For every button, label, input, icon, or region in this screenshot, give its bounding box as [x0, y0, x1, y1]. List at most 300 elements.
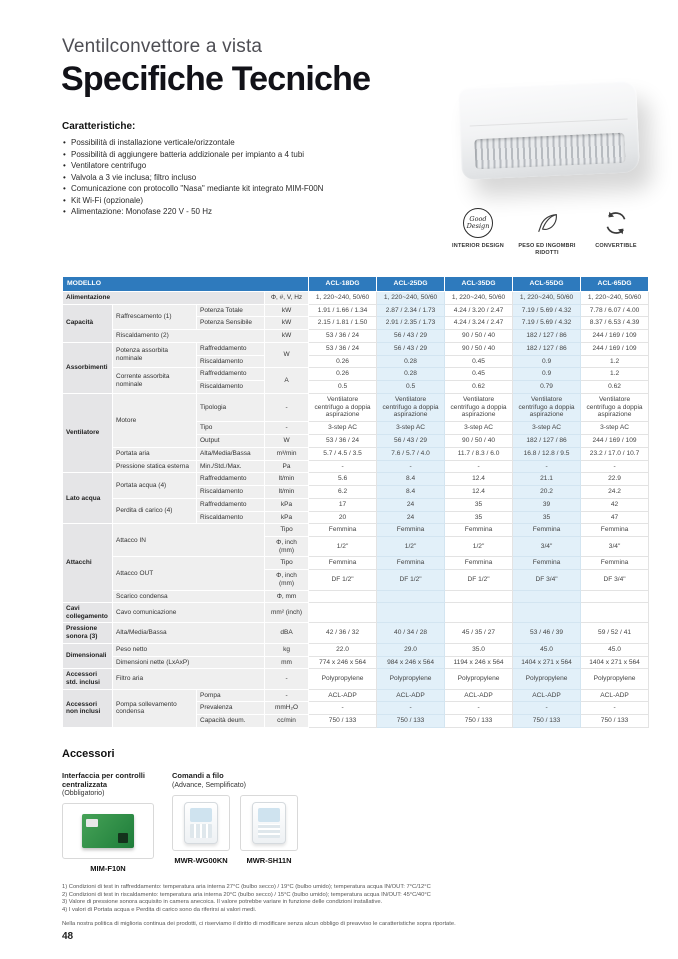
row-group-label: Cavi collegamento	[63, 603, 113, 623]
spec-value: 182 / 127 / 86	[513, 342, 581, 355]
spec-row	[63, 304, 649, 317]
spec-value: 1/2"	[309, 537, 377, 557]
row-sub-label: Riscaldamento (2)	[113, 330, 265, 343]
spec-value: 7.78 / 6.07 / 4.00	[581, 304, 649, 317]
row-sub-label: Attacco OUT	[113, 557, 265, 590]
model-name: ACL-55DG	[513, 277, 581, 292]
spec-value: Ventilatore centrifugo a doppia aspirazione	[309, 393, 377, 421]
row-sub-label: Peso netto	[113, 643, 265, 656]
row-item-label: Tipo	[197, 422, 265, 435]
footnote: 3) Valore di pressione sonora acquisito in camera anecoica. Il valore potrebbe variare in funzione delle condizioni installative.	[62, 899, 383, 905]
spec-value: 0.28	[377, 368, 445, 381]
spec-value: 984 x 246 x 564	[377, 656, 445, 669]
spec-value: Femmina	[445, 524, 513, 537]
remote-screen	[190, 808, 212, 822]
badge-label: INTERIOR DESIGN	[452, 243, 504, 249]
spec-value: DF 3/4"	[581, 570, 649, 590]
row-sub-label: Attacco IN	[113, 524, 265, 557]
spec-value: 1194 x 246 x 564	[445, 656, 513, 669]
row-group-label: Attacchi	[63, 524, 113, 603]
row-unit: -	[265, 422, 309, 435]
spec-value: 2.91 / 2.35 / 1.73	[377, 317, 445, 330]
spec-value: ACL-ADP	[445, 689, 513, 702]
spec-value: 1, 220~240, 50/60	[377, 291, 445, 304]
row-group-label: Capacità	[63, 304, 113, 342]
spec-value: -	[445, 702, 513, 715]
spec-value: Polypropylene	[513, 669, 581, 689]
spec-value: -	[581, 702, 649, 715]
feature-item: • Comunicazione con protocollo "Nasa" mediante kit integrato MIM-F00N	[62, 183, 447, 195]
spec-value: DF 1/2"	[445, 570, 513, 590]
badge-convertible	[584, 206, 648, 257]
spec-value: 1, 220~240, 50/60	[309, 291, 377, 304]
row-unit: mm² (inch)	[265, 603, 309, 623]
row-item-label: Raffreddamento	[197, 342, 265, 355]
spec-value: 5.7 / 4.5 / 3.5	[309, 447, 377, 460]
spec-value: 1.2	[581, 355, 649, 368]
spec-value: 56 / 43 / 29	[377, 342, 445, 355]
spec-row	[63, 557, 649, 570]
spec-value: 0.26	[309, 368, 377, 381]
row-sub-label: Dimensioni nette (LxAxP)	[113, 656, 265, 669]
row-unit: m³/min	[265, 447, 309, 460]
row-item-label: Output	[197, 435, 265, 448]
row-unit: kW	[265, 304, 309, 317]
row-group-label: Pressione sonora (3)	[63, 623, 113, 643]
spec-value: 2.87 / 2.34 / 1.73	[377, 304, 445, 317]
spec-value: 244 / 169 / 109	[581, 342, 649, 355]
feature-item: • Possibilità di aggiungere batteria addizionale per impianto a 4 tubi	[62, 149, 447, 161]
row-item-label: Riscaldamento	[197, 355, 265, 368]
spec-value: 5.6	[309, 473, 377, 486]
row-sub-label: Portata aria	[113, 447, 197, 460]
footnote: 4) I valori di Portata acqua e Perdita di carico sono da riferirsi ai valori medi.	[62, 906, 257, 913]
feature-item: • Kit Wi-Fi (opzionale)	[62, 195, 447, 207]
spec-value: ACL-ADP	[309, 689, 377, 702]
accessories-section	[62, 748, 362, 873]
row-item-label: Capacità deum.	[197, 715, 265, 728]
accessory-subtitle: (Obbligatorio)	[62, 790, 105, 797]
row-item-label: Raffreddamento	[197, 368, 265, 381]
spec-value: 0.45	[445, 355, 513, 368]
spec-value	[377, 603, 445, 623]
spec-value: 21.1	[513, 473, 581, 486]
spec-value: 7.19 / 5.69 / 4.32	[513, 304, 581, 317]
row-item-label: Raffreddamento	[197, 498, 265, 511]
spec-value: 0.9	[513, 355, 581, 368]
row-group-label: Alimentazione	[63, 291, 265, 304]
spec-value: 1, 220~240, 50/60	[445, 291, 513, 304]
row-group-label: Dimensionali	[63, 643, 113, 669]
spec-value: 244 / 169 / 109	[581, 330, 649, 343]
spec-value: 3-step AC	[513, 422, 581, 435]
accessory-image-frame	[240, 795, 298, 851]
features-list	[62, 137, 447, 218]
row-unit: Φ, mm	[265, 590, 309, 603]
row-sub-label: Motore	[113, 393, 197, 447]
row-group-label: Accessori std. inclusi	[63, 669, 113, 689]
spec-value: 750 / 133	[581, 715, 649, 728]
row-item-label: Riscaldamento	[197, 511, 265, 524]
spec-value	[581, 590, 649, 603]
feature-item: • Alimentazione: Monofase 220 V - 50 Hz	[62, 206, 447, 218]
accessory-title: Interfaccia per controlli centralizzata	[62, 771, 145, 789]
spec-value	[513, 603, 581, 623]
spec-row	[63, 623, 649, 643]
row-group-label: Lato acqua	[63, 473, 113, 524]
spec-table	[62, 276, 649, 728]
spec-value: 750 / 133	[377, 715, 445, 728]
accessory-image-frame	[62, 803, 154, 859]
badge-peso-ridotto	[515, 206, 579, 257]
row-unit: kW	[265, 317, 309, 330]
badge-interior-design	[446, 206, 510, 257]
row-unit: mm	[265, 656, 309, 669]
spec-value: 53 / 36 / 24	[309, 330, 377, 343]
footnote: 1) Condizioni di test in raffreddamento: temperatura aria interna 27°C (bulbo secco) / 19°C (bulbo umido); temperatura acqua IN/OUT: 7°C/12°C	[62, 884, 431, 890]
features-section	[62, 121, 447, 218]
spec-value: 3-step AC	[445, 422, 513, 435]
spec-value: Ventilatore centrifugo a doppia aspirazione	[377, 393, 445, 421]
spec-value	[309, 590, 377, 603]
modello-header: MODELLO	[63, 277, 309, 292]
row-unit: lt/min	[265, 486, 309, 499]
spec-row	[63, 447, 649, 460]
spec-value: 12.4	[445, 486, 513, 499]
spec-value: 7.19 / 5.69 / 4.32	[513, 317, 581, 330]
spec-value: 56 / 43 / 29	[377, 330, 445, 343]
row-unit: Pa	[265, 460, 309, 473]
spec-value	[309, 603, 377, 623]
spec-value: 0.45	[445, 368, 513, 381]
row-item-label: Riscaldamento	[197, 381, 265, 394]
spec-row	[63, 460, 649, 473]
accessory-subtitle: (Advance, Semplificato)	[172, 781, 246, 789]
row-sub-label: Perdita di carico (4)	[113, 498, 197, 524]
spec-row	[63, 291, 649, 304]
spec-value: 35	[445, 511, 513, 524]
spec-value: ACL-ADP	[581, 689, 649, 702]
spec-row	[63, 393, 649, 421]
spec-value: 774 x 246 x 564	[309, 656, 377, 669]
spec-value: 2.15 / 1.81 / 1.50	[309, 317, 377, 330]
spec-value: 750 / 133	[513, 715, 581, 728]
model-name: ACL-65DG	[581, 277, 649, 292]
badge-label: PESO ED INGOMBRI RIDOTTI	[518, 243, 576, 256]
features-heading: Caratteristiche:	[62, 121, 136, 132]
accessory-card-wired-remotes	[172, 772, 300, 865]
spec-value: 29.0	[377, 643, 445, 656]
row-item-label: Pompa	[197, 689, 265, 702]
spec-value: Polypropylene	[309, 669, 377, 689]
spec-value: 53 / 46 / 39	[513, 623, 581, 643]
model-name: ACL-25DG	[377, 277, 445, 292]
spec-value: -	[377, 460, 445, 473]
row-unit: kPa	[265, 498, 309, 511]
row-unit: A	[265, 368, 309, 394]
spec-value: 53 / 36 / 24	[309, 435, 377, 448]
spec-value: 1/2"	[377, 537, 445, 557]
spec-value: 0.9	[513, 368, 581, 381]
spec-value: 35.0	[445, 643, 513, 656]
row-unit: Φ, #, V, Hz	[265, 291, 309, 304]
spec-value: 7.6 / 5.7 / 4.0	[377, 447, 445, 460]
spec-value: 40 / 34 / 28	[377, 623, 445, 643]
spec-value: 182 / 127 / 86	[513, 435, 581, 448]
row-sub-label: Portata acqua (4)	[113, 473, 197, 499]
remote-buttons	[190, 824, 212, 838]
spec-value: 3-step AC	[377, 422, 445, 435]
wired-remote-image	[252, 802, 286, 844]
spec-value: 8.4	[377, 486, 445, 499]
spec-row	[63, 473, 649, 486]
row-unit: W	[265, 435, 309, 448]
spec-value: 53 / 36 / 24	[309, 342, 377, 355]
spec-value: 0.5	[309, 381, 377, 394]
fan-coil-unit-image	[458, 80, 640, 180]
row-unit: W	[265, 342, 309, 368]
spec-row	[63, 603, 649, 623]
row-unit: Tipo	[265, 524, 309, 537]
spec-value: Femmina	[513, 524, 581, 537]
row-sub-label: Cavo comunicazione	[113, 603, 265, 623]
spec-table-section	[62, 276, 649, 728]
spec-value: 39	[513, 498, 581, 511]
spec-value: 4.24 / 3.24 / 2.47	[445, 317, 513, 330]
spec-row	[63, 643, 649, 656]
spec-value: 8.37 / 6.53 / 4.39	[581, 317, 649, 330]
spec-value: 12.4	[445, 473, 513, 486]
spec-value: 24	[377, 498, 445, 511]
product-image	[452, 76, 648, 198]
wired-remote-image	[184, 802, 218, 844]
spec-value: -	[445, 460, 513, 473]
row-item-label: Riscaldamento	[197, 486, 265, 499]
row-sub-label: Filtro aria	[113, 669, 265, 689]
page-kicker: Ventilconvettore a vista	[62, 36, 263, 57]
row-item-label: Potenza Totale	[197, 304, 265, 317]
row-unit: -	[265, 669, 309, 689]
row-item-label: Tipologia	[197, 393, 265, 421]
spec-value: 8.4	[377, 473, 445, 486]
spec-value: 45 / 35 / 27	[445, 623, 513, 643]
spec-value	[581, 603, 649, 623]
spec-value	[377, 590, 445, 603]
model-name: ACL-18DG	[309, 277, 377, 292]
spec-value: -	[581, 460, 649, 473]
spec-value: 11.7 / 8.3 / 6.0	[445, 447, 513, 460]
spec-value: 0.79	[513, 381, 581, 394]
feature-item: • Ventilatore centrifugo	[62, 160, 447, 172]
policy-note: Nella nostra politica di miglioria continua dei prodotti, ci riserviamo il diritto di modificare senza alcun obbligo di preavviso le caratteristiche sopra riportate.	[62, 921, 456, 927]
row-sub-label: Pompa sollevamento condensa	[113, 689, 197, 727]
convertible-arrows-icon	[584, 206, 648, 240]
spec-value: 3/4"	[581, 537, 649, 557]
spec-value: 750 / 133	[445, 715, 513, 728]
spec-value: Ventilatore centrifugo a doppia aspirazione	[445, 393, 513, 421]
row-unit: Φ, inch (mm)	[265, 537, 309, 557]
accessory-model-caption: MIM-F10N	[90, 864, 126, 873]
spec-value: DF 3/4"	[513, 570, 581, 590]
spec-value: 24.2	[581, 486, 649, 499]
row-item-label: Raffreddamento	[197, 473, 265, 486]
row-unit: -	[265, 393, 309, 421]
spec-value: Femmina	[377, 557, 445, 570]
row-sub-label: Pressione statica esterna	[113, 460, 197, 473]
spec-value: 56 / 43 / 29	[377, 435, 445, 448]
spec-value: -	[309, 460, 377, 473]
spec-value: 23.2 / 17.0 / 10.7	[581, 447, 649, 460]
row-sub-label: Alta/Media/Bassa	[113, 623, 265, 643]
accessory-model-caption: MWR-WG00KN	[174, 855, 228, 865]
spec-value: 45.0	[581, 643, 649, 656]
spec-value: 1/2"	[445, 537, 513, 557]
spec-value	[445, 603, 513, 623]
spec-value: Femmina	[581, 524, 649, 537]
spec-value: Polypropylene	[377, 669, 445, 689]
spec-value: 42 / 36 / 32	[309, 623, 377, 643]
spec-value: 59 / 52 / 41	[581, 623, 649, 643]
spec-value: 0.26	[309, 355, 377, 368]
row-unit: dBA	[265, 623, 309, 643]
spec-value: 1.2	[581, 368, 649, 381]
feature-item: • Valvola a 3 vie inclusa; filtro incluso	[62, 172, 447, 184]
remote-screen	[258, 808, 280, 822]
row-unit: kPa	[265, 511, 309, 524]
spec-value: 0.5	[377, 381, 445, 394]
spec-value: -	[309, 702, 377, 715]
accessory-model-caption: MWR-SH11N	[246, 855, 292, 865]
row-sub-label: Potenza assorbita nominale	[113, 342, 197, 368]
good-design-icon: Good Design	[446, 206, 510, 240]
row-unit: cc/min	[265, 715, 309, 728]
row-unit: -	[265, 689, 309, 702]
unit-grille	[474, 133, 625, 170]
spec-row	[63, 330, 649, 343]
mim-f10n-pcb-image	[82, 814, 134, 848]
spec-value: 0.28	[377, 355, 445, 368]
spec-value: 1404 x 271 x 564	[581, 656, 649, 669]
spec-value: 1, 220~240, 50/60	[581, 291, 649, 304]
spec-value: 90 / 50 / 40	[445, 330, 513, 343]
spec-value: 35	[513, 511, 581, 524]
spec-value: 42	[581, 498, 649, 511]
spec-value: 20	[309, 511, 377, 524]
row-unit: kg	[265, 643, 309, 656]
row-sub-label: Scarico condensa	[113, 590, 265, 603]
spec-value: Polypropylene	[445, 669, 513, 689]
spec-row	[63, 689, 649, 702]
spec-value: Ventilatore centrifugo a doppia aspirazione	[513, 393, 581, 421]
spec-value: 182 / 127 / 86	[513, 330, 581, 343]
spec-value: 3/4"	[513, 537, 581, 557]
page-number: 48	[62, 931, 74, 942]
row-unit: Tipo	[265, 557, 309, 570]
spec-value: 0.62	[445, 381, 513, 394]
accessory-title: Comandi a filo	[172, 771, 224, 780]
spec-row	[63, 342, 649, 355]
spec-value: 17	[309, 498, 377, 511]
spec-value: Femmina	[309, 557, 377, 570]
spec-value: 90 / 50 / 40	[445, 342, 513, 355]
spec-value: Femmina	[581, 557, 649, 570]
unit-seam	[470, 119, 628, 127]
spec-value: Ventilatore centrifugo a doppia aspirazione	[581, 393, 649, 421]
spec-value: 24	[377, 511, 445, 524]
spec-value: ACL-ADP	[513, 689, 581, 702]
spec-row	[63, 590, 649, 603]
spec-value: 1404 x 271 x 564	[513, 656, 581, 669]
row-item-label: Min./Std./Max.	[197, 460, 265, 473]
row-unit: mmH₂O	[265, 702, 309, 715]
spec-row	[63, 669, 649, 689]
spec-value: Femmina	[445, 557, 513, 570]
spec-value: 0.62	[581, 381, 649, 394]
spec-row	[63, 656, 649, 669]
spec-value: 45.0	[513, 643, 581, 656]
spec-value	[445, 590, 513, 603]
spec-value: -	[377, 702, 445, 715]
footnotes	[62, 884, 620, 914]
footnote: 2) Condizioni di test in riscaldamento: temperatura aria interna 20°C (bulbo secco) / 15°C (bulbo umido); temperatura acqua IN/OUT: 45°C/40°C	[62, 891, 431, 898]
accessory-image-frame	[172, 795, 230, 851]
spec-value: 16.8 / 12.8 / 9.5	[513, 447, 581, 460]
spec-value: 3-step AC	[309, 422, 377, 435]
spec-value: Femmina	[377, 524, 445, 537]
spec-value: 22.0	[309, 643, 377, 656]
models-header-row	[63, 277, 649, 292]
spec-value: 47	[581, 511, 649, 524]
row-unit: kW	[265, 330, 309, 343]
feather-icon	[515, 206, 579, 240]
spec-value: Polypropylene	[581, 669, 649, 689]
row-item-label: Potenza Sensibile	[197, 317, 265, 330]
row-sub-label: Corrente assorbita nominale	[113, 368, 197, 394]
spec-value: 6.2	[309, 486, 377, 499]
remote-buttons	[258, 824, 280, 838]
model-name: ACL-35DG	[445, 277, 513, 292]
spec-value: -	[513, 702, 581, 715]
spec-value: 1.91 / 1.66 / 1.34	[309, 304, 377, 317]
spec-value: ACL-ADP	[377, 689, 445, 702]
page-title: Specifiche Tecniche	[61, 60, 371, 98]
spec-value: DF 1/2"	[309, 570, 377, 590]
spec-value: 244 / 169 / 109	[581, 435, 649, 448]
spec-row	[63, 498, 649, 511]
row-group-label: Ventilatore	[63, 393, 113, 472]
spec-value	[513, 590, 581, 603]
spec-row	[63, 368, 649, 381]
spec-value: Femmina	[309, 524, 377, 537]
row-unit: Φ, inch (mm)	[265, 570, 309, 590]
spec-value: 35	[445, 498, 513, 511]
row-item-label: Prevalenza	[197, 702, 265, 715]
row-unit: lt/min	[265, 473, 309, 486]
spec-value: DF 1/2"	[377, 570, 445, 590]
spec-row	[63, 524, 649, 537]
row-group-label: Assorbimenti	[63, 342, 113, 393]
accessory-card-interface	[62, 772, 154, 873]
badge-label: CONVERTIBLE	[595, 243, 637, 249]
spec-value: Femmina	[513, 557, 581, 570]
spec-value: 20.2	[513, 486, 581, 499]
row-group-label: Accessori non inclusi	[63, 689, 113, 727]
spec-value: 90 / 50 / 40	[445, 435, 513, 448]
spec-value: 1, 220~240, 50/60	[513, 291, 581, 304]
spec-value: 750 / 133	[309, 715, 377, 728]
spec-value: 4.24 / 3.20 / 2.47	[445, 304, 513, 317]
spec-value: -	[513, 460, 581, 473]
